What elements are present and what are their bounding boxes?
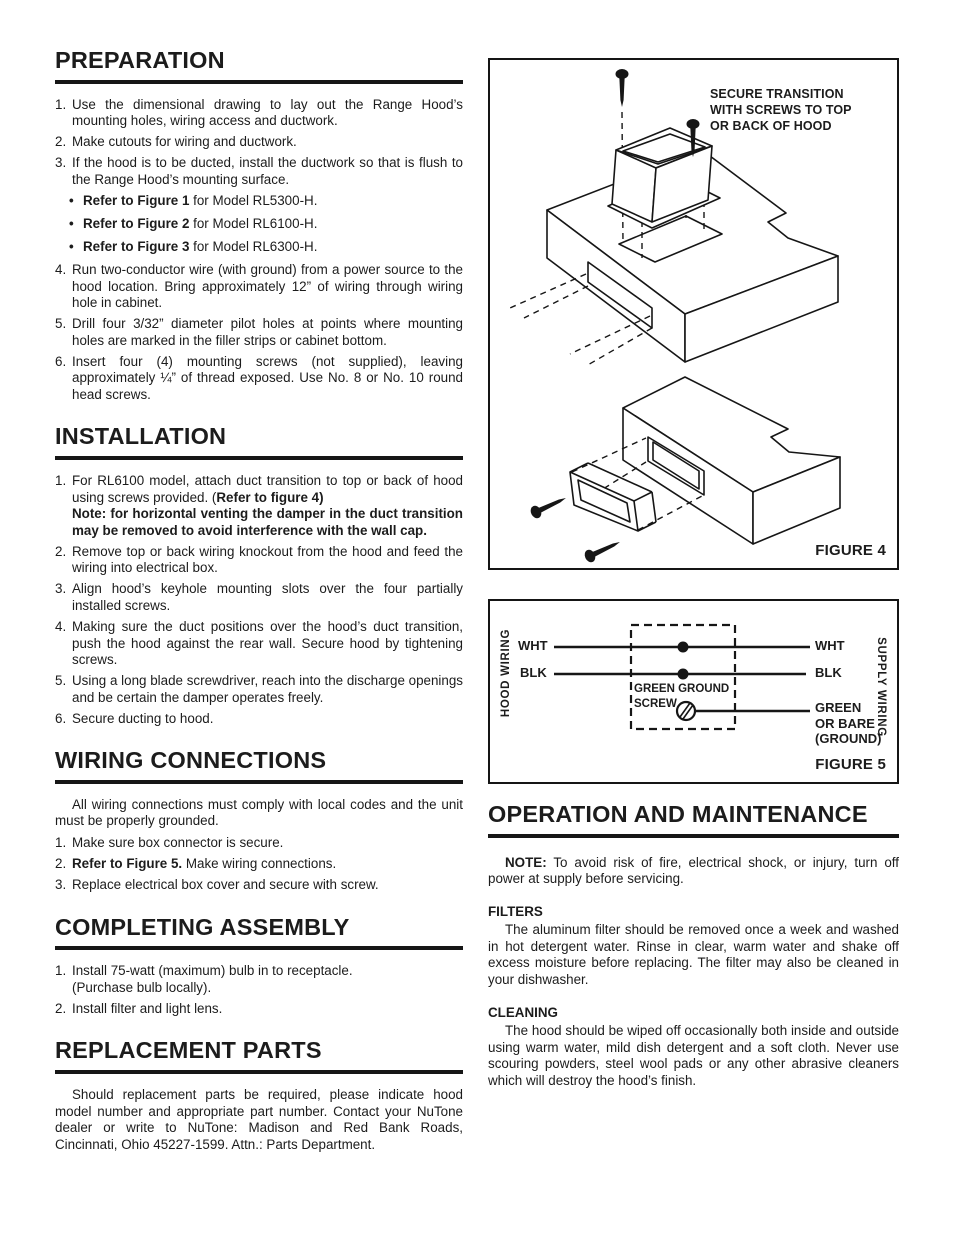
list-item: 4. Run two-conductor wire (with ground) from a power source to the hood location. Bring approximately 12” of wiring through wiring hole in cabinet. xyxy=(55,262,463,311)
list-item: 2. Make cutouts for wiring and ductwork. xyxy=(55,134,297,150)
section-wiring-connections xyxy=(55,748,463,893)
preparation-title: PREPARATION xyxy=(55,48,463,84)
section-replacement-parts xyxy=(55,1038,463,1153)
list-item: 1. Install 75-watt (maximum) bulb in to receptacle. (Purchase bulb locally). xyxy=(55,963,353,995)
replacement-body: Should replacement parts be required, please indicate hood model number and appropriate part number. Contact your NuTone dealer or write to NuTone: Madison and Red Bank Roads, Cincinnati, Ohio 45227-1599. Attn.: Parts Department. xyxy=(55,1087,463,1152)
list-item: 3. Align hood’s keyhole mounting slots over the four partially installed screws. xyxy=(55,581,463,613)
list-item: 2. Install filter and light lens. xyxy=(55,1000,223,1016)
filters-body: The aluminum filter should be removed once a week and washed in hot detergent water. Rinse in clear, warm water and shake off excess moisture before replacing. The filter may also be cleaned in your dishwasher. xyxy=(488,922,899,987)
supply-wiring-axis: SUPPLY WIRING xyxy=(875,637,888,737)
installation-title: INSTALLATION xyxy=(55,424,463,460)
hood-wiring-axis: HOOD WIRING xyxy=(499,628,512,718)
completing-title: COMPLETING ASSEMBLY xyxy=(55,915,463,951)
replacement-title: REPLACEMENT PARTS xyxy=(55,1038,463,1074)
figure4-caption: FIGURE 4 xyxy=(815,542,886,560)
list-item: • Refer to Figure 1 for Model RL5300-H. xyxy=(69,192,318,208)
supply-wht-label: WHT xyxy=(815,638,845,653)
section-completing-assembly xyxy=(55,915,463,1018)
section-operation-maintenance xyxy=(488,802,899,1089)
cleaning-heading: CLEANING xyxy=(488,1004,558,1020)
figure5-caption: FIGURE 5 xyxy=(815,756,886,774)
operation-title: OPERATION AND MAINTENANCE xyxy=(488,802,899,838)
filters-heading: FILTERS xyxy=(488,903,543,919)
list-item: • Refer to Figure 3 for Model RL6300-H. xyxy=(69,239,318,254)
section-preparation xyxy=(55,48,463,403)
bullet-icon: • xyxy=(69,239,74,254)
installation-note: Note: for horizontal venting the damper in the duct transition may be removed to avoid interference with the wall cap. xyxy=(72,506,463,538)
wiring-intro: All wiring connections must comply with local codes and the unit must be properly grounded. xyxy=(55,796,463,829)
list-item: 6. Insert four (4) mounting screws (not supplied), leaving approximately ¼” of thread exposed. Use No. 8 or No. 10 round head screws. xyxy=(55,353,463,402)
figure5-box xyxy=(488,599,899,784)
list-item: 5. Drill four 3/32” diameter pilot holes at points where mounting holes are marked in the filler strips or cabinet bottom. xyxy=(55,316,463,348)
wiring-title: WIRING CONNECTIONS xyxy=(55,748,463,784)
operation-note: NOTE: To avoid risk of fire, electrical shock, or injury, turn off power at supply before servicing. xyxy=(488,854,899,887)
bullet-icon: • xyxy=(69,215,74,231)
list-item: 2. Refer to Figure 5. Make wiring connections. xyxy=(55,856,337,872)
left-column xyxy=(55,48,463,1158)
figure4-box xyxy=(488,58,899,570)
list-item: 4. Making sure the duct positions over the hood’s duct transition, push the hood against the rear wall. Secure hood by tightening screws. xyxy=(55,618,463,668)
right-column xyxy=(488,58,899,1094)
figure-reference-list xyxy=(55,193,463,256)
list-item: 3. Replace electrical box cover and secure with screw. xyxy=(55,877,379,893)
list-item: 3. If the hood is to be ducted, install the ductwork so that is flush to the Range Hood’s mounting surface. xyxy=(55,155,463,187)
list-item: 2. Remove top or back wiring knockout from the hood and feed the wiring into electrical box. xyxy=(55,543,463,576)
hood-transition-diagram xyxy=(490,60,897,568)
hood-blk-label: BLK xyxy=(520,665,547,680)
figure4-callout: SECURE TRANSITION WITH SCREWS TO TOP OR BACK OF HOOD xyxy=(710,87,852,133)
list-item: 5. Using a long blade screwdriver, reach into the discharge openings and be certain the damper operates freely. xyxy=(55,673,463,705)
ground-wire-label: GREEN OR BARE (GROUND) xyxy=(815,700,882,747)
supply-blk-label: BLK xyxy=(815,665,842,680)
section-installation xyxy=(55,424,463,727)
cleaning-body: The hood should be wiped off occasionally both inside and outside using warm water, mild dish detergent and a soft cloth. Never use scouring powders, steel wool pads or any other abrasive cleaners which will destroy the hood’s finish. xyxy=(488,1023,899,1088)
list-item: • Refer to Figure 2 for Model RL6100-H. xyxy=(69,215,318,231)
bullet-icon: • xyxy=(69,192,74,208)
list-item: 1. Make sure box connector is secure. xyxy=(55,835,284,851)
ground-screw-label: GREEN GROUND SCREW xyxy=(634,683,730,711)
list-item: 1. Use the dimensional drawing to lay out the Range Hood’s mounting holes, wiring access and ductwork. xyxy=(55,96,463,129)
list-item: 6. Secure ducting to hood. xyxy=(55,710,214,726)
list-item: 1. For RL6100 model, attach duct transition to top or back of hood using screws provided. (Refer to figure 4) Note: for horizontal venting the damper in the duct transition may be removed to avoid interference with the wall cap. xyxy=(55,473,463,538)
hood-wht-label: WHT xyxy=(518,638,548,653)
